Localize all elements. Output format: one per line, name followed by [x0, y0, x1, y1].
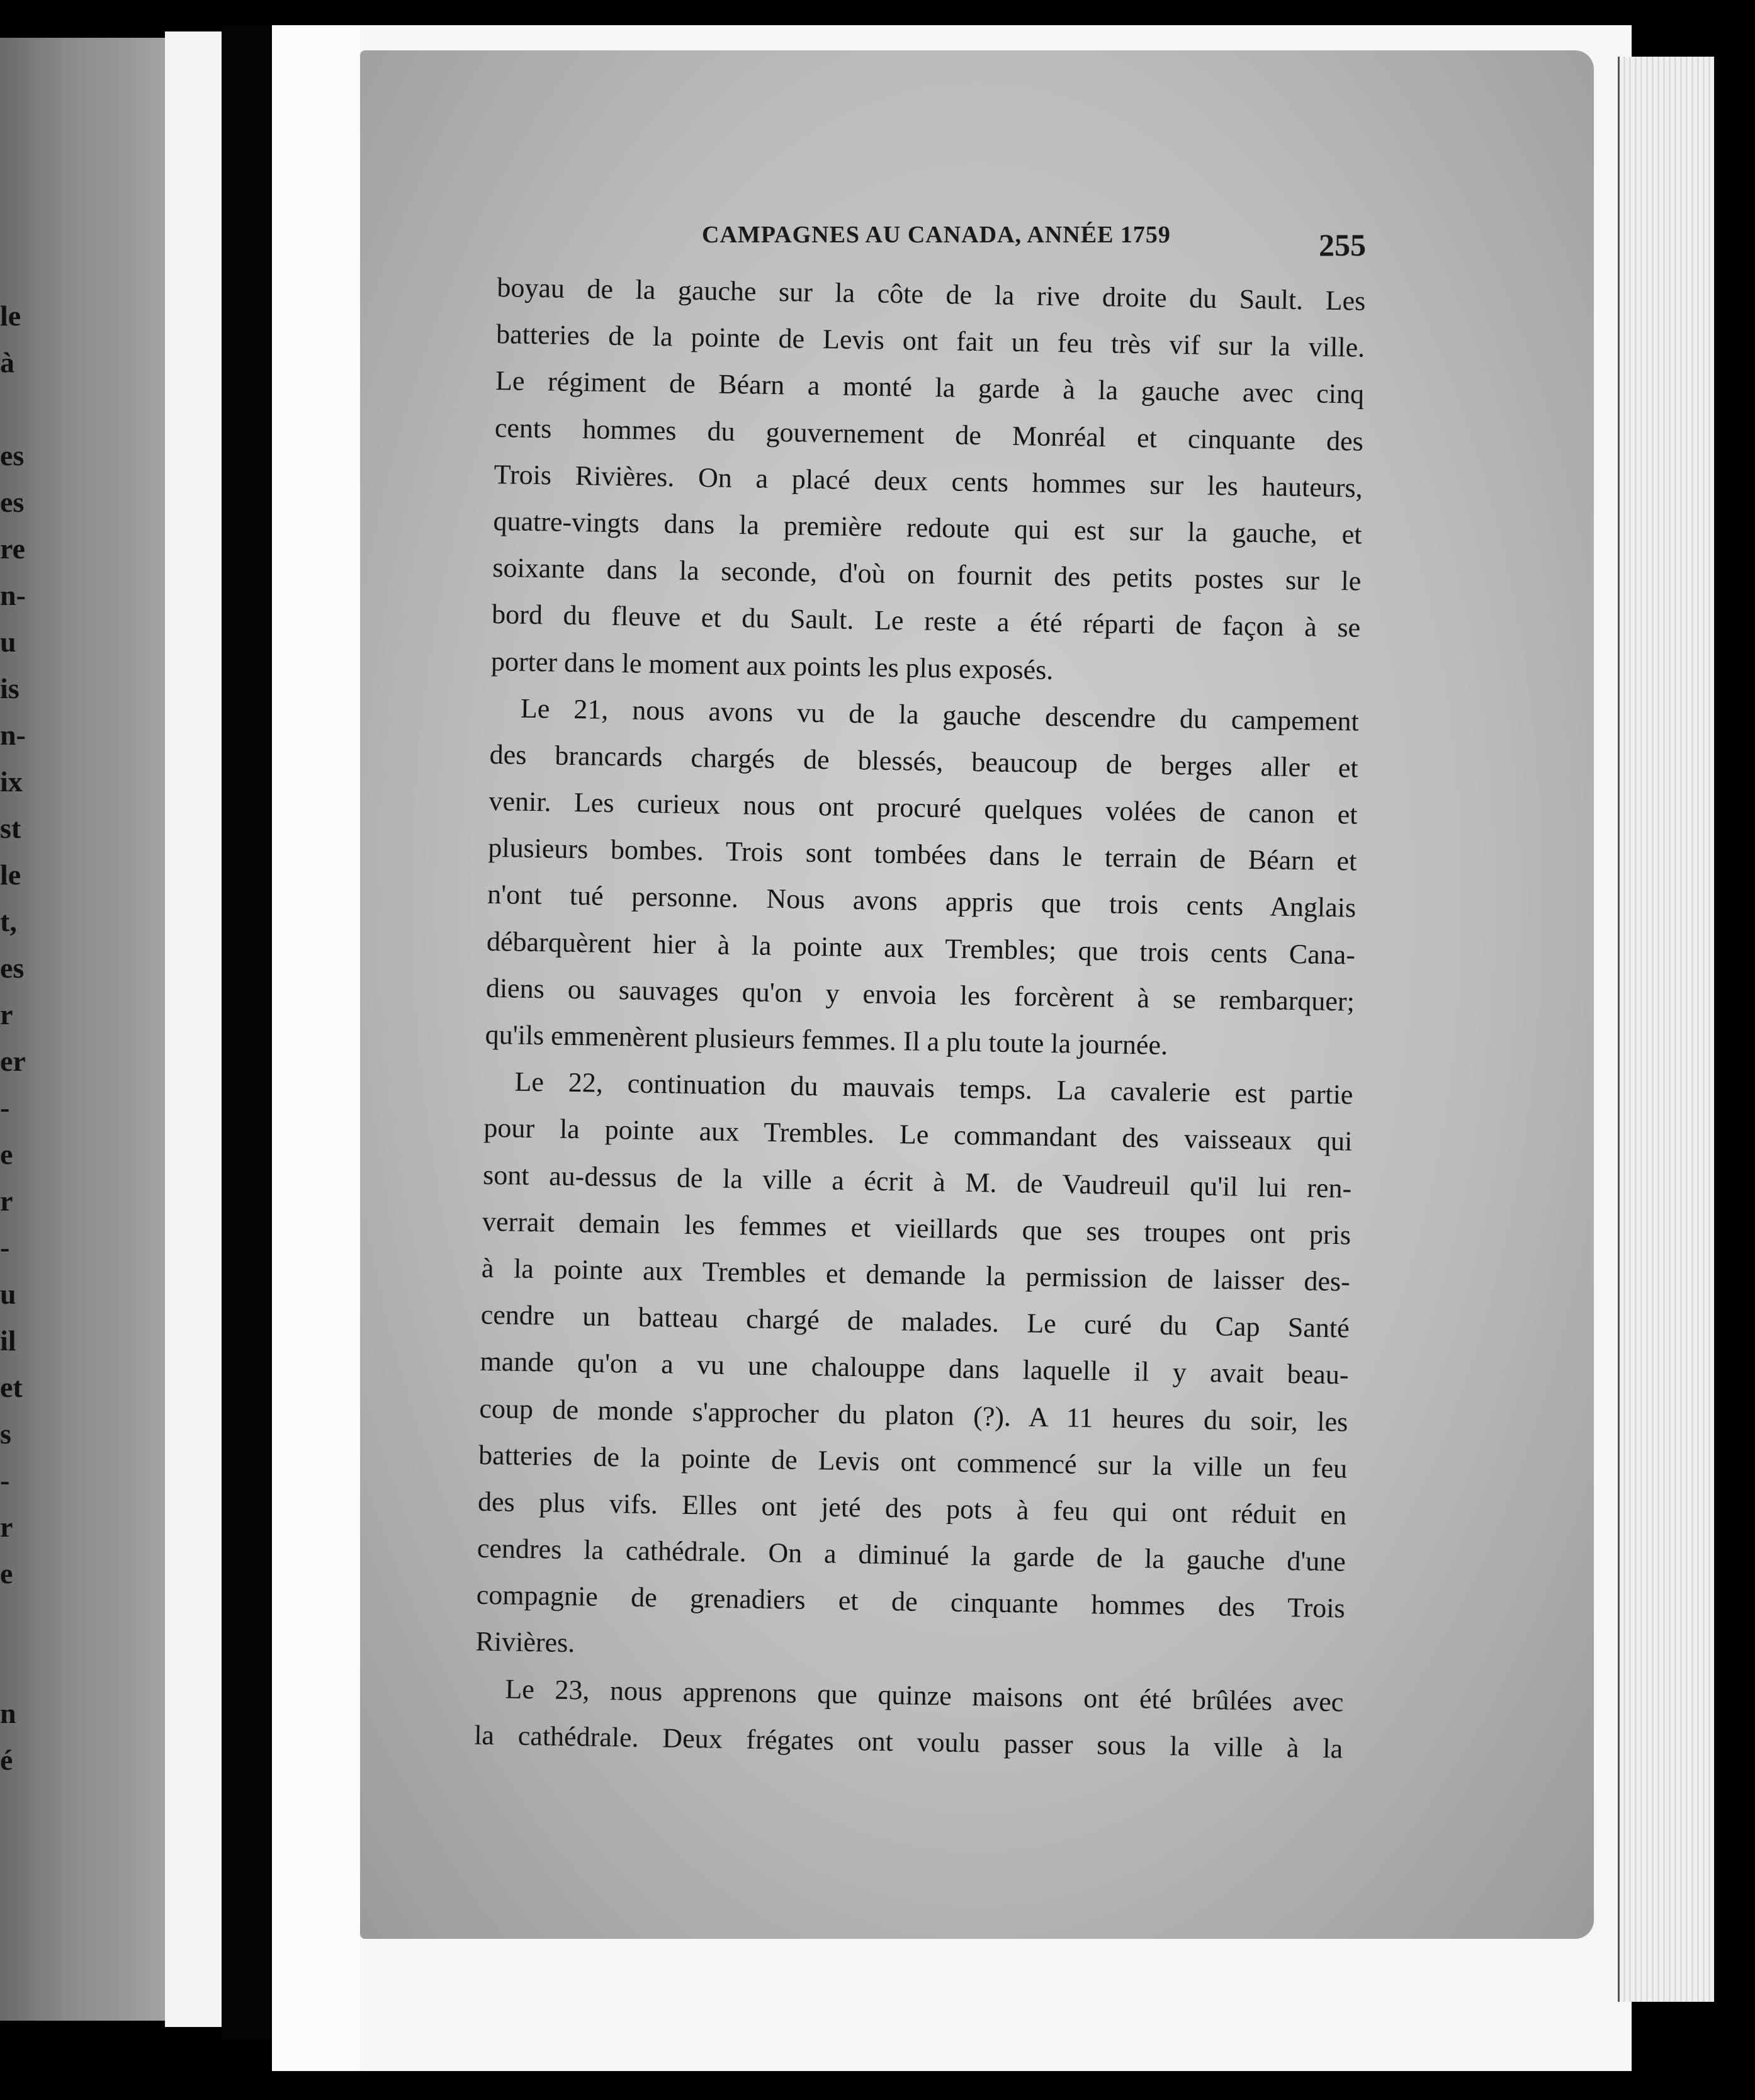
left-edge-fragment	[0, 1644, 25, 1690]
text-line: quatre-vingts dans la première redoute qui est sur la gauche, et	[493, 505, 1362, 550]
text-line: coup de monde s'approcher du platon (?). A 11 heures du soir, les	[479, 1392, 1348, 1437]
text-line: Le 22, continuation du mauvais temps. La cavalerie est partie	[514, 1066, 1353, 1110]
left-edge-fragment: es	[0, 439, 25, 471]
left-edge-fragment: et	[0, 1371, 23, 1403]
left-edge-fragment: n	[0, 1697, 16, 1729]
left-edge-fragment: r	[0, 1511, 13, 1543]
left-edge-fragment: -	[0, 1231, 10, 1263]
text-line: venir. Les curieux nous ont procuré quelques volées de canon et	[488, 785, 1358, 830]
left-page-margin	[165, 31, 222, 2027]
left-edge-fragment: t,	[0, 905, 17, 937]
page-number: 255	[1319, 227, 1366, 262]
left-page-fragment	[0, 38, 167, 2021]
left-edge-fragment: à	[0, 346, 14, 378]
text-line: la cathédrale. Deux frégates ont voulu passer sous la ville à la	[473, 1719, 1343, 1764]
right-page-margin	[272, 25, 360, 2071]
text-line: Le 21, nous avons vu de la gauche descendre du campement	[520, 692, 1360, 737]
page-body	[474, 264, 1366, 1772]
left-edge-fragment: u	[0, 626, 16, 658]
text-line: plusieurs bombes. Trois sont tombées dans le terrain de Béarn et	[488, 832, 1357, 877]
text-line: batteries de la pointe de Levis ont commencé sur la ville un feu	[478, 1439, 1348, 1484]
text-line: cendre un batteau chargé de malades. Le curé du Cap Santé	[480, 1299, 1350, 1344]
text-line: soixante dans la seconde, d'où on fournit des petits postes sur le	[492, 552, 1362, 597]
left-edge-fragment: s	[0, 1418, 11, 1450]
running-title: CAMPAGNES AU CANADA, ANNÉE 1759	[702, 222, 1171, 248]
text-line: pour la pointe aux Trembles. Le commandant des vaisseaux qui	[483, 1112, 1353, 1157]
text-line: Rivières.	[475, 1626, 575, 1659]
text-line: verrait demain les femmes et vieillards que ses troupes ont pris	[482, 1205, 1352, 1251]
text-line: à la pointe aux Trembles et demande la permission de laisser des-	[481, 1252, 1351, 1297]
left-edge-fragment: é	[0, 1744, 13, 1776]
left-edge-fragment: st	[0, 812, 21, 844]
left-edge-fragment	[0, 1597, 25, 1644]
left-edge-fragment: es	[0, 952, 25, 984]
left-page-edge-text	[0, 293, 25, 1783]
left-edge-fragment: r	[0, 998, 13, 1030]
running-header	[702, 219, 1369, 249]
text-line: compagnie de grenadiers et de cinquante hommes des Trois	[476, 1579, 1346, 1624]
text-line: bord du fleuve et du Sault. Le reste a été réparti de façon à se	[491, 599, 1361, 643]
text-line: cendres la cathédrale. On a diminué la garde de la gauche d'une	[477, 1532, 1346, 1578]
text-line: des brancards chargés de blessés, beaucoup de berges aller et	[489, 738, 1358, 784]
left-edge-fragment: e	[0, 1557, 13, 1589]
left-edge-fragment: le	[0, 300, 21, 332]
left-edge-fragment: es	[0, 486, 25, 518]
text-line: Trois Rivières. On a placé deux cents hommes sur les hauteurs,	[494, 458, 1363, 504]
left-edge-fragment: -	[0, 1092, 10, 1124]
left-edge-fragment: n-	[0, 719, 26, 751]
left-edge-fragment: re	[0, 533, 26, 565]
left-edge-fragment: u	[0, 1278, 16, 1310]
text-line: qu'ils emmenèrent plusieurs femmes. Il a plu toute la journée.	[485, 1019, 1168, 1061]
left-edge-fragment: il	[0, 1324, 16, 1357]
text-line: n'ont tué personne. Nous avons appris que trois cents Anglais	[487, 879, 1357, 923]
left-edge-fragment	[0, 386, 25, 432]
text-line: diens ou sauvages qu'on y envoia les forcèrent à se rembarquer;	[485, 972, 1355, 1017]
left-edge-fragment: le	[0, 859, 21, 891]
text-line: débarquèrent hier à la pointe aux Trembles; que trois cents Cana-	[486, 925, 1356, 971]
book-gutter	[222, 25, 272, 2040]
left-edge-fragment: er	[0, 1045, 26, 1077]
book-page-edges	[1618, 57, 1714, 2002]
left-edge-fragment: r	[0, 1185, 13, 1217]
left-edge-fragment: -	[0, 1464, 10, 1496]
text-line: sont au-dessus de la ville a écrit à M. de Vaudreuil qu'il lui ren-	[482, 1159, 1352, 1204]
text-line: Le régiment de Béarn a monté la garde à la gauche avec cinq	[495, 365, 1365, 410]
left-edge-fragment: e	[0, 1138, 13, 1170]
text-line: cents hommes du gouvernement de Monréal et cinquante des	[494, 412, 1364, 457]
text-line: porter dans le moment aux points les plus exposés.	[490, 645, 1054, 686]
text-line: boyau de la gauche sur la côte de la rive droite du Sault. Les	[497, 271, 1366, 317]
text-line: des plus vifs. Elles ont jeté des pots à feu qui ont réduit en	[477, 1486, 1347, 1531]
text-line: mande qu'on a vu une chalouppe dans laquelle il y avait beau-	[480, 1346, 1349, 1391]
left-edge-fragment: n-	[0, 579, 26, 611]
left-edge-fragment: ix	[0, 765, 23, 798]
left-edge-fragment: is	[0, 672, 20, 704]
text-line: Le 23, nous apprenons que quinze maisons ont été brûlées avec	[505, 1673, 1344, 1718]
text-line: batteries de la pointe de Levis ont fait un feu très vif sur la ville.	[495, 319, 1365, 363]
